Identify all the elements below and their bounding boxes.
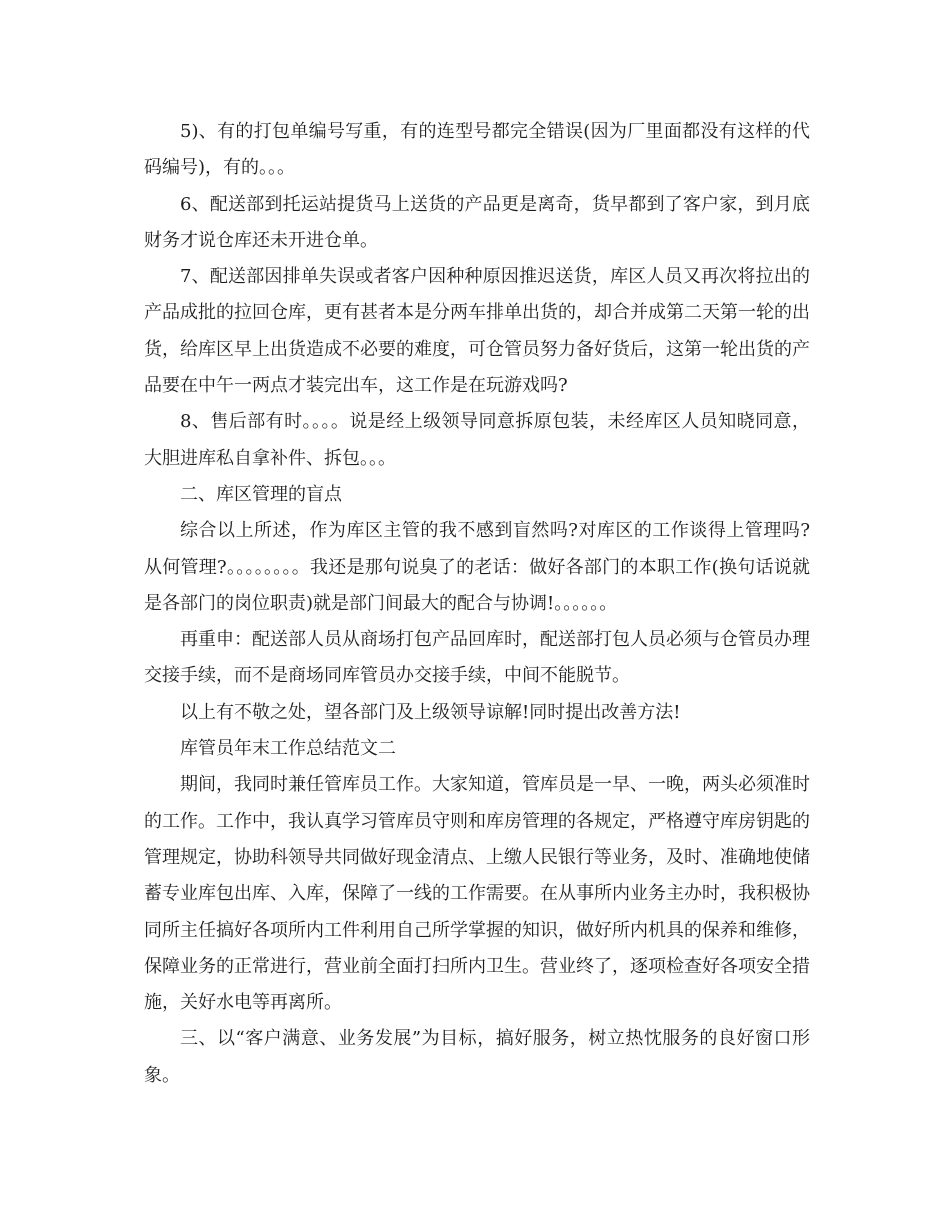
document-body bbox=[144, 114, 810, 1094]
section-heading-blind-spots: 二、库区管理的盲点 bbox=[180, 483, 342, 505]
paragraph-reiteration: 再重申：配送部人员从商场打包产品回库时，配送部打包人员必须与仓管员办理交接手续，而不是商场同库管员办交接手续，中间不能脱节。 bbox=[144, 629, 810, 687]
paragraph-packing-errors: 5)、有的打包单编号写重，有的连型号都完全错误(因为厂里面都没有这样的代码编号)，有的。。。 bbox=[144, 121, 810, 179]
paragraph-summary: 综合以上所述，作为库区主管的我不感到盲然吗?对库区的工作谈得上管理吗?从何管理?。。。。。。。。我还是那句说臭了的老话：做好各部门的本职工作(换句话说就是各部门的岗位职责)就是部门间最大的配合与协调!。。。。。。 bbox=[144, 520, 810, 614]
paragraph-after-sales: 8、售后部有时。。。。说是经上级领导同意拆原包装，未经库区人员知晓同意，大胆进库私自拿补件、拆包。。。 bbox=[144, 411, 810, 469]
paragraph-delivery-delay: 7、配送部因排单失误或者客户因种种原因推迟送货，库区人员又再次将拉出的产品成批的拉回仓库，更有甚者本是分两车排单出货的，却合并成第二天第一轮的出货，给库区早上出货造成不必要的难度，可仓管员努力备好货后，这第一轮出货的产品要在中午一两点才装完出车，这工作是在玩游戏吗? bbox=[144, 266, 810, 397]
paragraph-apology: 以上有不敬之处，望各部门及上级领导谅解!同时提出改善方法! bbox=[180, 701, 681, 723]
paragraph-delivery-stock-entry: 6、配送部到托运站提货马上送货的产品更是离奇，货早都到了客户家，到月底财务才说仓库还未开进仓单。 bbox=[144, 193, 810, 251]
section-heading-service: 三、以“客户满意、业务发展”为目标，搞好服务，树立热忱服务的良好窗口形象。 bbox=[144, 1028, 810, 1086]
paragraph-keeper-duties: 期间，我同时兼任管库员工作。大家知道，管库员是一早、一晚，两头必须准时的工作。工作中，我认真学习管库员守则和库房管理的各规定，严格遵守库房钥匙的管理规定，协助科领导共同做好现金清点、上缴人民银行等业务，及时、准确地使储蓄专业库包出库、入库，保障了一线的工作需要。在从事所内业务主办时，我积极协同所主任搞好各项所内工件利用自己所学掌握的知识，做好所内机具的保养和维修，保障业务的正常进行，营业前全面打扫所内卫生。营业终了，逐项检查好各项安全措施，关好水电等再离所。 bbox=[144, 774, 810, 1014]
heading-sample-two: 库管员年末工作总结范文二 bbox=[180, 738, 396, 760]
